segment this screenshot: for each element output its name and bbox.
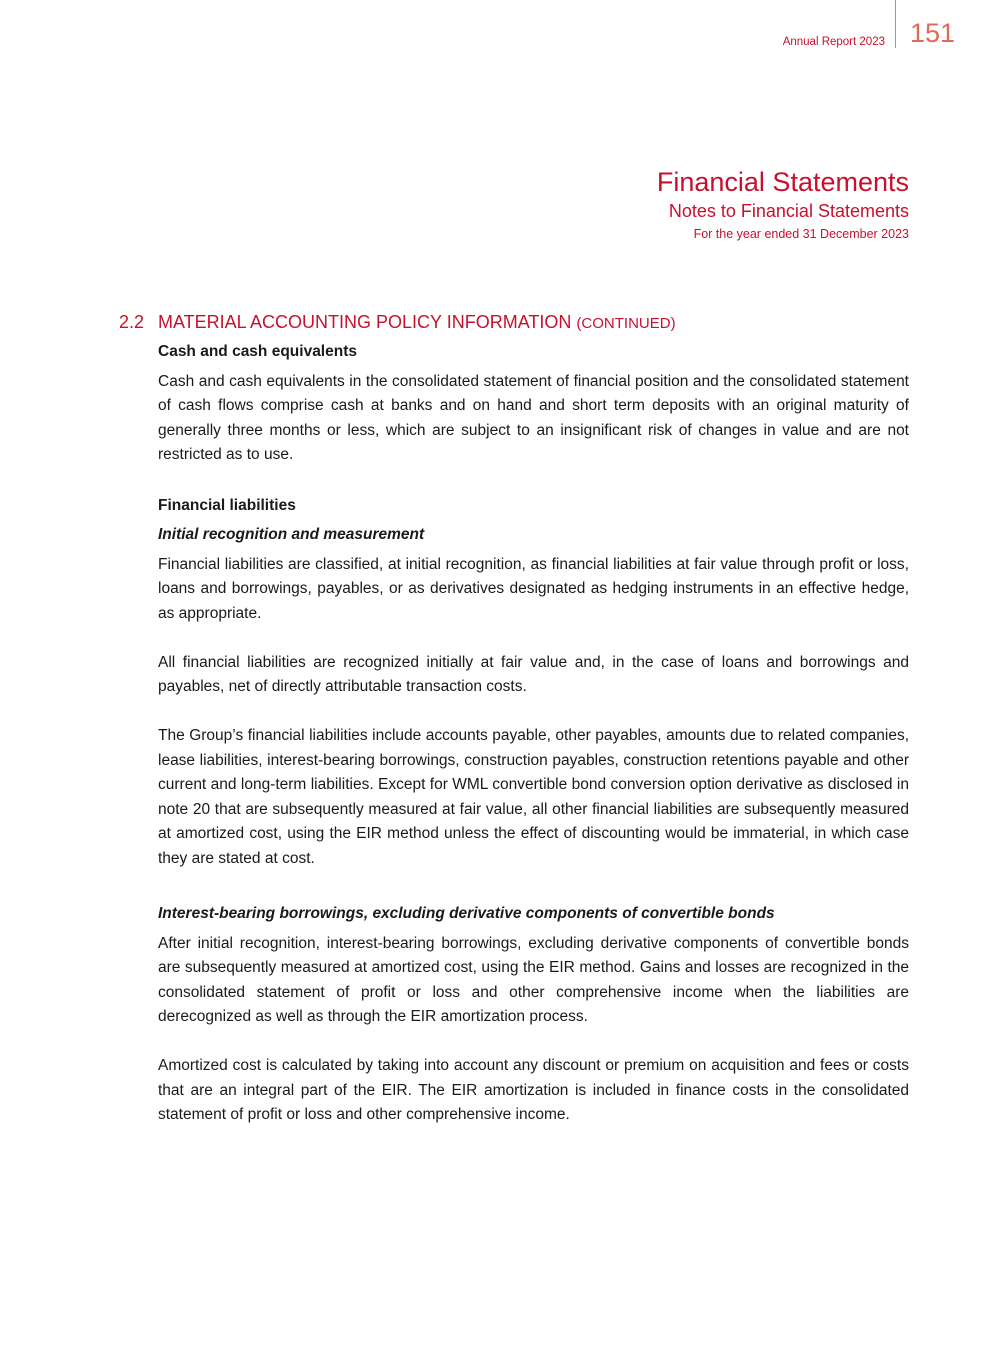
page-header bbox=[0, 0, 1006, 60]
section-heading bbox=[119, 309, 909, 337]
section-title: MATERIAL ACCOUNTING POLICY INFORMATION bbox=[158, 312, 572, 332]
reporting-period: For the year ended 31 December 2023 bbox=[693, 227, 909, 241]
main-content bbox=[119, 309, 909, 1128]
liabilities-paragraph: All financial liabilities are recognized initially at fair value and, in the case of loans and borrowings and payables, net of directly attributable transaction costs. bbox=[158, 653, 909, 695]
section-title-wrap bbox=[158, 309, 676, 337]
page-title: Financial Statements bbox=[656, 167, 909, 197]
report-label: Annual Report 2023 bbox=[782, 36, 885, 48]
page-number: 151 bbox=[910, 18, 956, 48]
liabilities-paragraph: Financial liabilities are classified, at initial recognition, as financial liabilities at fair value through profit or loss, loans and borrowings, payables, or as derivatives designated as hedging instruments in an effective hedge, as appropriate. bbox=[158, 555, 909, 622]
borrowings-paragraph: Amortized cost is calculated by taking into account any discount or premium on acquisition and fees or costs that are an integral part of the EIR. The EIR amortization is included in finance costs in the consolidated statement of profit or loss and other comprehensive income. bbox=[158, 1057, 909, 1123]
title-block bbox=[657, 166, 909, 245]
section-number: 2.2 bbox=[119, 312, 145, 332]
page-subtitle: Notes to Financial Statements bbox=[668, 201, 909, 221]
cash-heading: Cash and cash equivalents bbox=[158, 343, 357, 360]
cash-paragraph: Cash and cash equivalents in the consolidated statement of financial position and the consolidated statement of cash flows comprise cash at banks and on hand and short term deposits with an original maturity of generally three months or less, which are subject to an insignificant risk of changes in value and are not restricted as to use. bbox=[158, 372, 909, 463]
liabilities-paragraph: The Group’s financial liabilities include accounts payable, other payables, amounts due to related companies, lease liabilities, interest-bearing borrowings, construction payables, construction retentions payable and other current and long-term liabilities. Except for WML convertible bond conversion option derivative as disclosed in note 20 that are subsequently measured at fair value, all other financial liabilities are subsequently measured at amortized cost, using the EIR method unless the effect of discounting would be immaterial, in which case they are stated at cost. bbox=[158, 727, 909, 867]
initial-recognition-heading: Initial recognition and measurement bbox=[158, 526, 425, 543]
section-continued: (CONTINUED) bbox=[576, 315, 676, 332]
borrowings-heading: Interest-bearing borrowings, excluding derivative components of convertible bonds bbox=[158, 905, 775, 922]
borrowings-paragraph: After initial recognition, interest-bearing borrowings, excluding derivative components of convertible bonds are subsequently measured at amortized cost, using the EIR method. Gains and losses are recognized in the consolidated statement of profit or loss and other comprehensive income when the liabilities are derecognized as well as through the EIR amortization process. bbox=[158, 934, 909, 1025]
header-divider bbox=[895, 0, 896, 48]
liabilities-heading: Financial liabilities bbox=[158, 496, 296, 514]
section-body bbox=[158, 340, 909, 1128]
